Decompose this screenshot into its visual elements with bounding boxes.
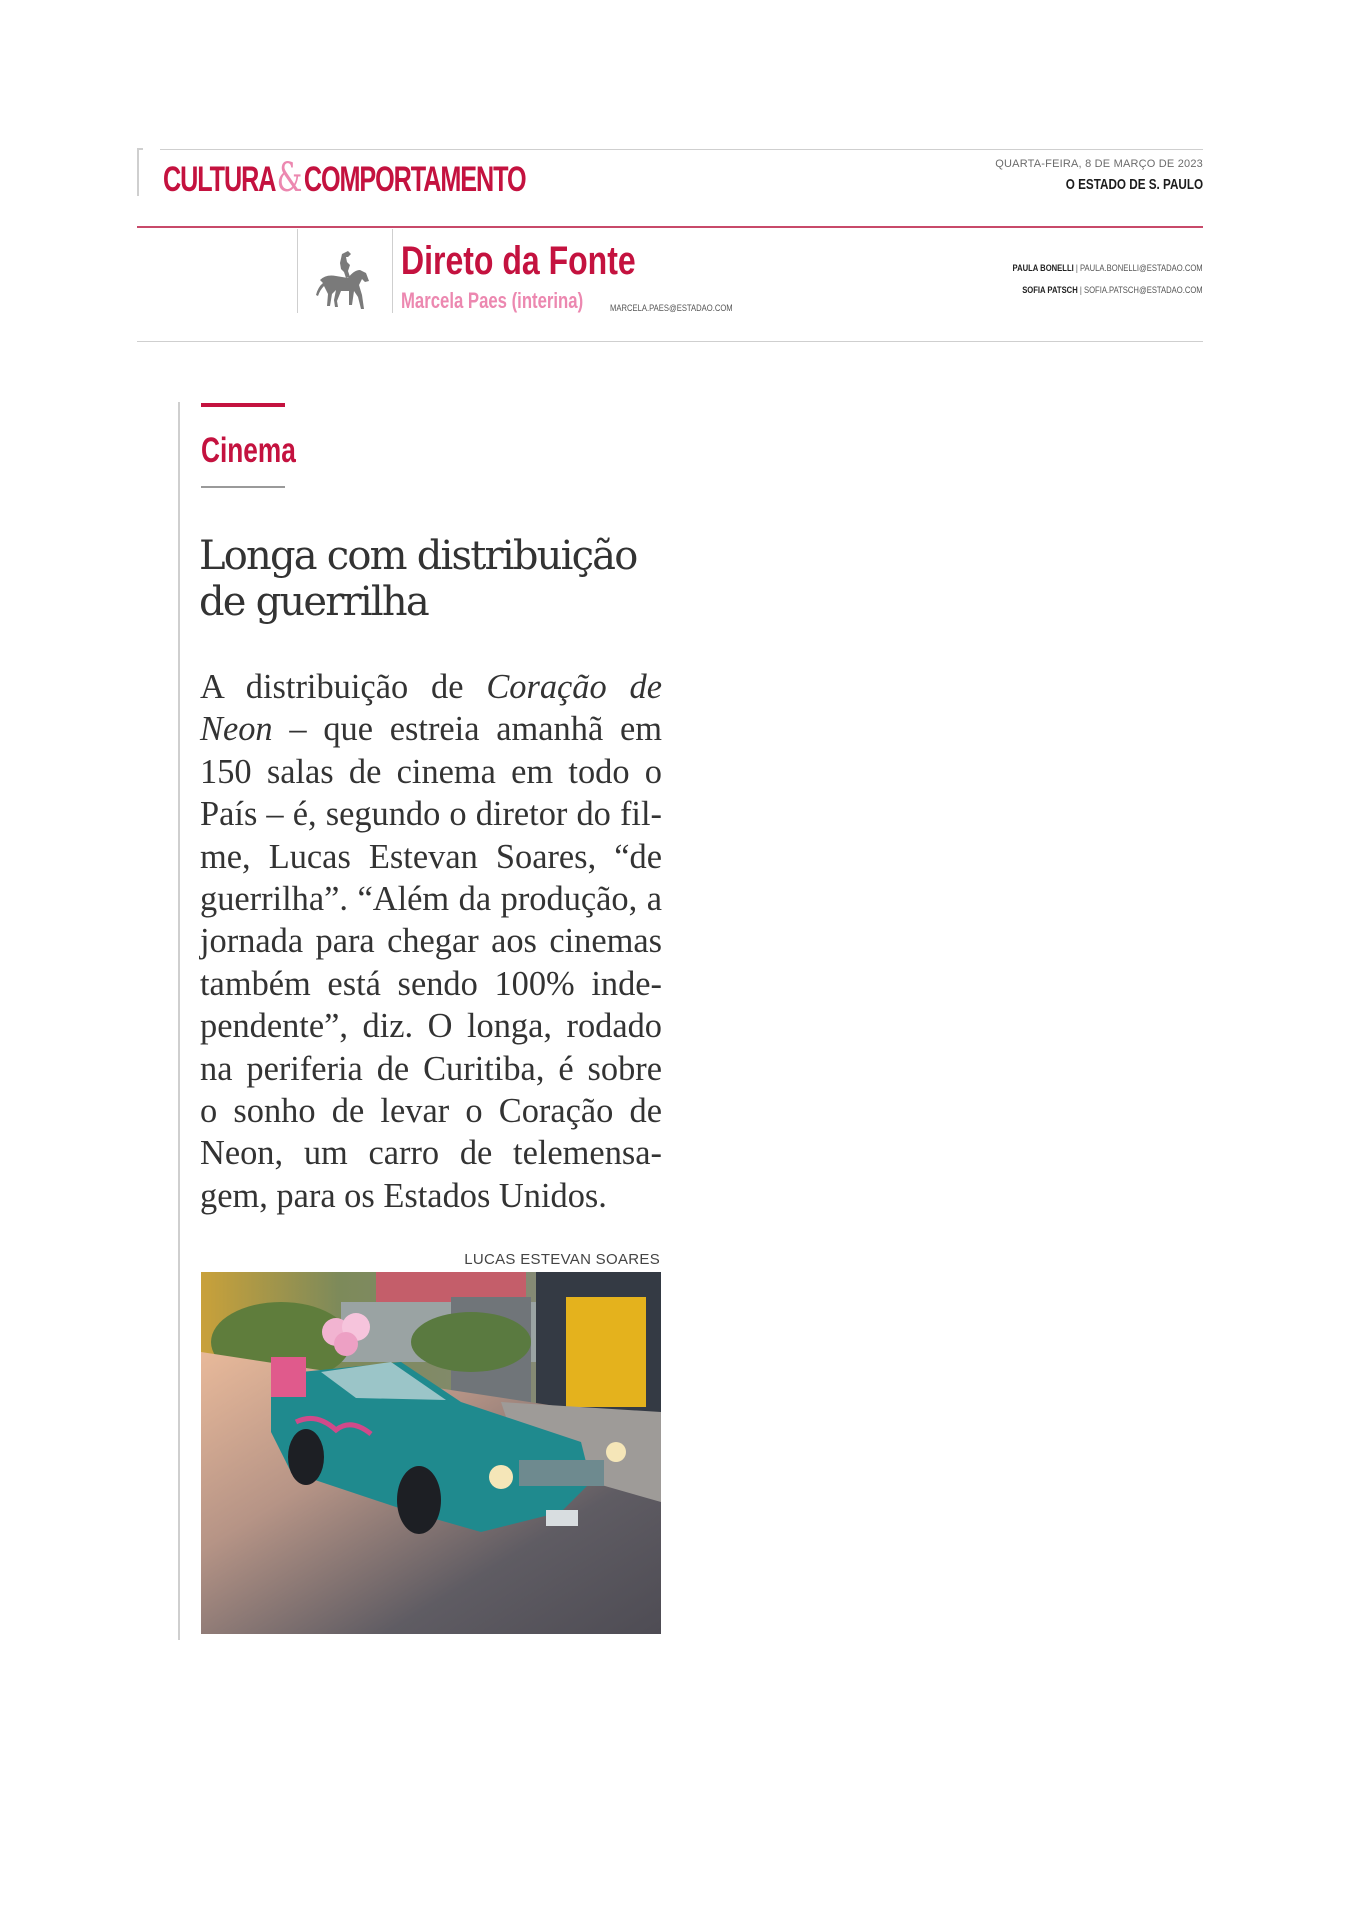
article-kicker: Cinema — [201, 431, 296, 470]
contact-email[interactable]: PAULA.BONELLI@ESTADAO.COM — [1080, 263, 1203, 273]
column-author: Marcela Paes (interina) — [401, 288, 584, 313]
contacts — [979, 257, 1203, 301]
body-line: pendente”, diz. O longa, rodado — [200, 1007, 662, 1046]
section-title-part2: COMPORTAMENTO — [303, 160, 526, 199]
body-line: Neon, um carro de telemensa- — [200, 1134, 662, 1173]
body-line: País – é, segundo o diretor do fil- — [200, 795, 662, 834]
kicker-rule-bottom — [201, 486, 285, 488]
article-headline — [199, 533, 679, 625]
headline-line: de guerrilha — [199, 579, 428, 625]
text: A distribuição de — [200, 668, 487, 706]
header-red-rule — [137, 226, 1203, 228]
body-line: o sonho de levar o Coração de — [200, 1092, 662, 1131]
knight-on-horse-icon — [312, 250, 374, 316]
article-photo — [201, 1272, 661, 1634]
ampersand: & — [276, 155, 303, 201]
body-line — [200, 708, 662, 750]
article-body — [200, 666, 662, 1217]
body-line: também está sendo 100% inde- — [200, 964, 662, 1003]
dateline: QUARTA-FEIRA, 8 DE MARÇO DE 2023 — [995, 158, 1203, 170]
section-title — [163, 155, 526, 201]
headline-line: Longa com distribuição — [199, 533, 637, 579]
body-line: na periferia de Curitiba, é sobre — [200, 1049, 662, 1088]
body-line: me, Lucas Estevan Soares, “de — [200, 837, 662, 876]
contact-line — [1013, 257, 1203, 279]
contact-name: PAULA BONELLI — [1012, 263, 1075, 273]
contact-separator: | — [1078, 285, 1085, 295]
body-line — [200, 666, 662, 708]
contact-name: SOFIA PATSCH — [1022, 285, 1079, 295]
body-line: jornada para chegar aos cinemas — [200, 922, 662, 961]
contact-separator: | — [1074, 263, 1081, 273]
column-divider-left — [297, 229, 298, 313]
body-line: gem, para os Estados Unidos. — [200, 1176, 607, 1215]
contact-line — [1013, 279, 1203, 301]
author-email[interactable]: MARCELA.PAES@ESTADAO.COM — [610, 303, 733, 313]
header-top-rule — [160, 149, 1203, 150]
text: – que estreia amanhã em — [272, 710, 662, 749]
column-title: Direto da Fonte — [401, 239, 636, 283]
section-title-part1: CULTURA — [163, 160, 276, 199]
kicker-rule-top — [201, 403, 285, 407]
newspaper-name: O ESTADO DE S. PAULO — [1065, 176, 1203, 193]
film-title-italic: Neon — [200, 710, 273, 749]
column-divider-right — [392, 229, 393, 313]
body-line: guerrilha”. “Além da produção, a — [200, 880, 662, 919]
photo-credit: LUCAS ESTEVAN SOARES — [464, 1251, 660, 1268]
film-title-italic: Coração de — [486, 668, 662, 706]
header-bottom-rule — [137, 341, 1203, 342]
contact-email[interactable]: SOFIA.PATSCH@ESTADAO.COM — [1084, 285, 1203, 295]
article-side-bar — [178, 402, 180, 1640]
body-line: 150 salas de cinema em todo o — [200, 752, 662, 791]
header-bracket — [137, 148, 143, 196]
car-photo-illustration — [201, 1272, 661, 1634]
